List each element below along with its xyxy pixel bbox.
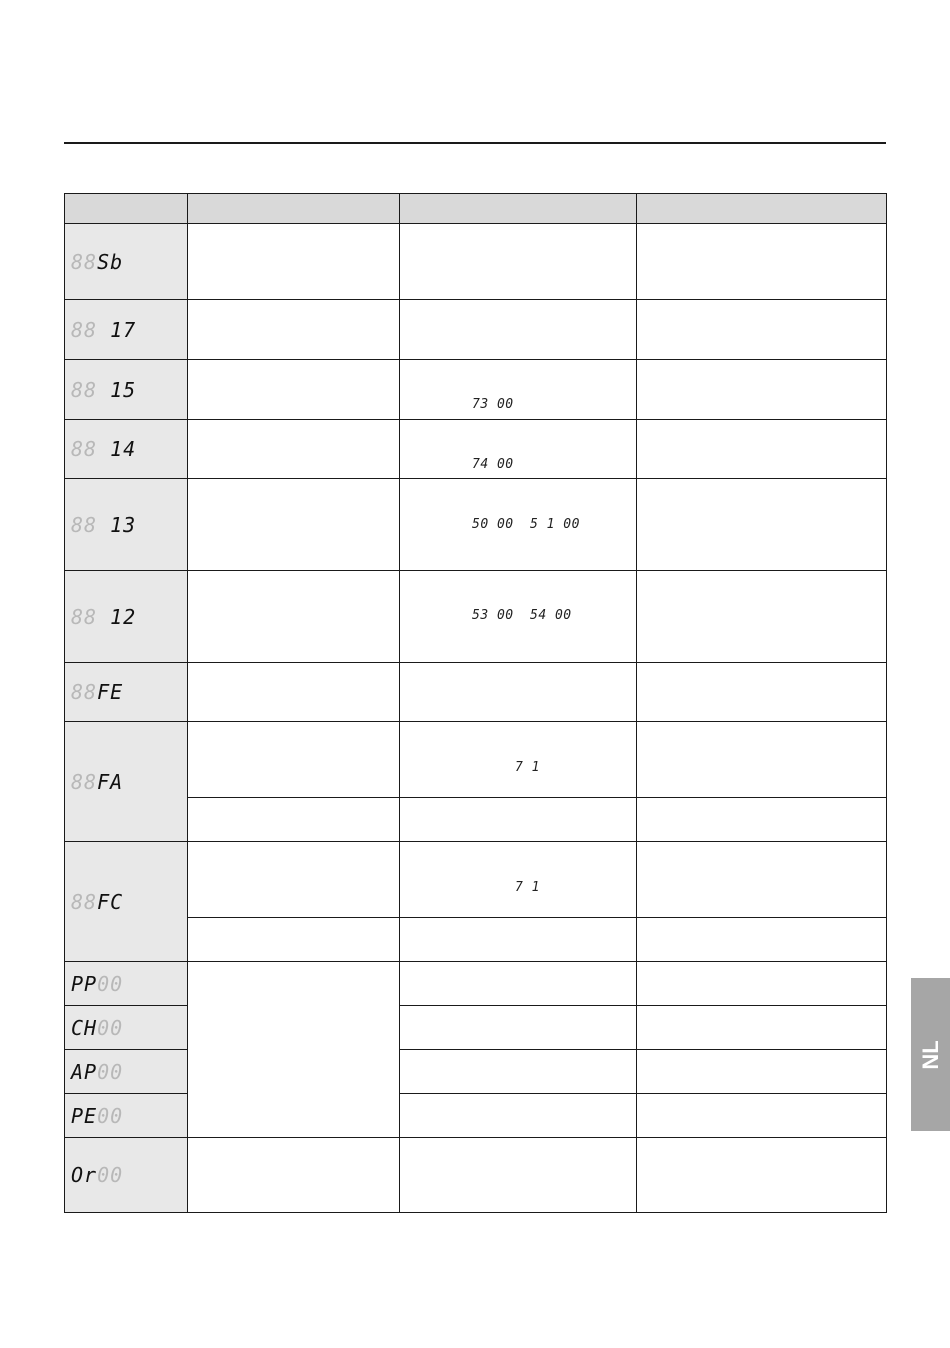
code-cell: 88 12	[65, 571, 188, 663]
language-tab	[911, 978, 950, 1131]
table-row	[65, 663, 887, 722]
table-row	[65, 798, 887, 842]
error-code-table	[64, 193, 887, 1213]
inline-code: 54 00	[530, 608, 572, 623]
code-cell: 88 14	[65, 420, 188, 479]
table-row	[65, 722, 887, 798]
code-cell: PE00	[65, 1094, 188, 1138]
header-cell-solution	[637, 194, 887, 224]
table-row	[65, 962, 887, 1006]
code-cell: PP00	[65, 962, 188, 1006]
table-row	[65, 300, 887, 360]
header-cell-cause	[400, 194, 637, 224]
inline-code: 74 00	[472, 457, 514, 472]
inline-code: 53 00	[472, 608, 514, 623]
inline-code: 7 1	[515, 760, 540, 775]
code-cell: 88FE	[65, 663, 188, 722]
table-row	[65, 571, 887, 663]
header-cell-code	[65, 194, 188, 224]
table-header-row	[65, 194, 887, 224]
code-cell: AP00	[65, 1050, 188, 1094]
header-cell-description	[188, 194, 400, 224]
code-cell: 88 13	[65, 479, 188, 571]
code-cell: 88Sb	[65, 224, 188, 300]
inline-code: 73 00	[472, 397, 514, 412]
header-rule	[64, 142, 886, 144]
table-row	[65, 1138, 887, 1213]
table-row	[65, 360, 887, 420]
code-cell: CH00	[65, 1006, 188, 1050]
language-tab-label: NL	[917, 1039, 943, 1070]
inline-code: 5 1 00	[530, 517, 580, 532]
table-row	[65, 842, 887, 918]
table-row	[65, 420, 887, 479]
table-row	[65, 479, 887, 571]
code-cell: 88FC	[65, 842, 188, 962]
inline-code: 50 00	[472, 517, 514, 532]
code-cell: 88 15	[65, 360, 188, 420]
code-cell: 88 17	[65, 300, 188, 360]
code-cell: 88FA	[65, 722, 188, 842]
inline-code: 7 1	[515, 880, 540, 895]
table-row	[65, 224, 887, 300]
table-row	[65, 918, 887, 962]
code-cell: Or00	[65, 1138, 188, 1213]
